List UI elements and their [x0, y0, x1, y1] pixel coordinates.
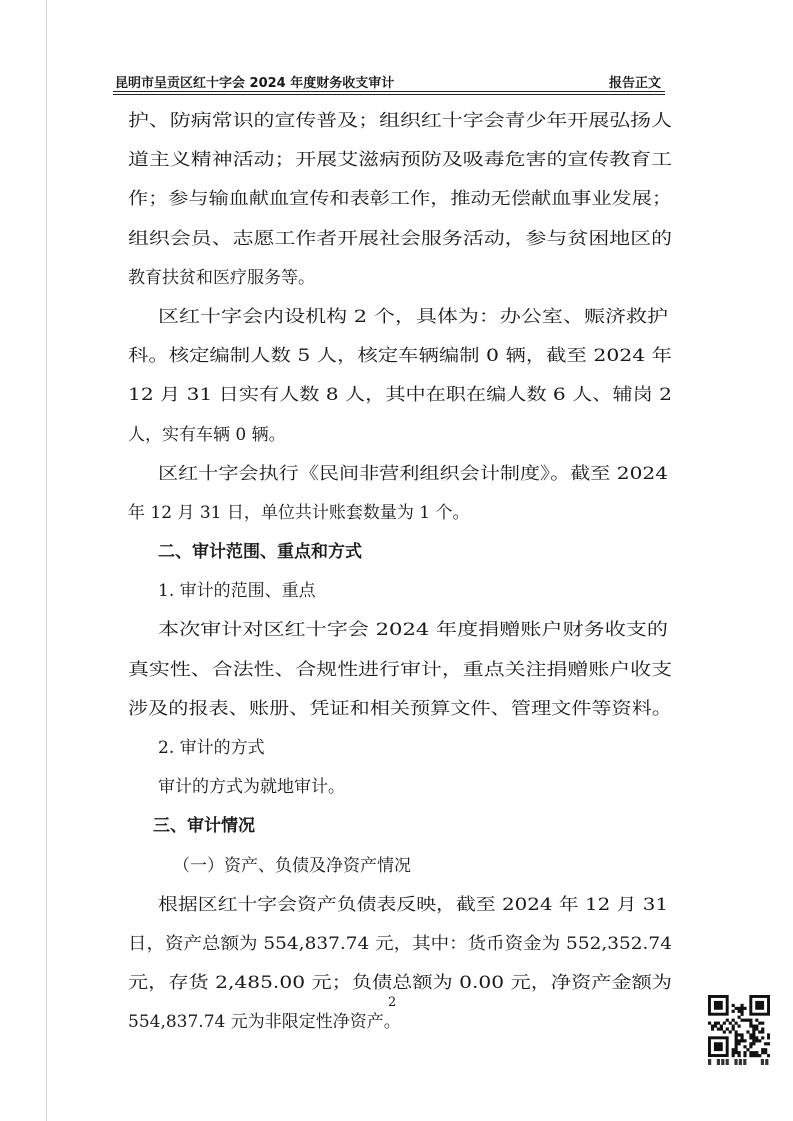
text-line: 554,837.74 元为非限定性净资产。 [128, 1012, 401, 1033]
header-rule-bottom [113, 94, 665, 95]
qr-code-icon [708, 995, 770, 1067]
text-line: 年 12 月 31 日，单位共计账套数量为 1 个。 [128, 502, 470, 523]
text-line: 道主义精神活动；开展艾滋病预防及吸毒危害的宣传教育工 [128, 150, 673, 171]
text-line: 区红十字会执行《民间非营利组织会计制度》。截至 2024 [158, 463, 668, 484]
body-text [128, 102, 673, 1043]
text-line: 本次审计对区红十字会 2024 年度捐赠账户财务收支的 [158, 620, 668, 641]
subsection-heading: 1. 审计的范围、重点 [158, 581, 316, 602]
header-label: 报告正文 [608, 76, 661, 91]
running-header [113, 70, 663, 92]
text-line: 根据区红十字会资产负债表反映，截至 2024 年 12 月 31 [158, 894, 669, 915]
section-heading: 二、审计范围、重点和方式 [158, 542, 362, 563]
text-line: 真实性、合法性、合规性进行审计，重点关注捐赠账户收支 [128, 659, 673, 680]
text-line: 人，实有车辆 0 辆。 [128, 424, 286, 445]
subsection-heading: 2. 审计的方式 [158, 738, 265, 758]
text-line: 科。核定编制人数 5 人，核定车辆编制 0 辆，截至 2024 年 [128, 346, 673, 367]
text-line: 涉及的报表、账册、凭证和相关预算文件、管理文件等资料。 [128, 698, 673, 719]
subsection-heading: （一）资产、负债及净资产情况 [173, 855, 411, 876]
page-edge [46, 0, 47, 1121]
text-line: 审计的方式为就地审计。 [158, 777, 345, 798]
section-heading: 三、审计情况 [153, 816, 255, 837]
text-line: 元，存货 2,485.00 元；负债总额为 0.00 元，净资产金额为 [128, 973, 672, 994]
text-line: 作；参与输血献血宣传和表彰工作，推动无偿献血事业发展； [128, 189, 673, 210]
header-rule-top [113, 91, 665, 92]
text-line: 组织会员、志愿工作者开展社会服务活动，参与贫困地区的 [128, 228, 673, 249]
text-line: 护、防病常识的宣传普及；组织红十字会青少年开展弘扬人 [128, 111, 673, 131]
text-line: 12 月 31 日实有人数 8 人，其中在职在编人数 6 人、辅岗 2 [128, 385, 672, 406]
text-line: 教育扶贫和医疗服务等。 [128, 267, 315, 288]
text-line: 日，资产总额为 554,837.74 元，其中：货币资金为 552,352.74 [128, 933, 672, 954]
header-title: 昆明市呈贡区红十字会 2024 年度财务收支审计 [115, 76, 395, 91]
text-line: 区红十字会内设机构 2 个，具体为：办公室、赈济救护 [158, 306, 669, 327]
page-number: 2 [388, 995, 397, 1010]
